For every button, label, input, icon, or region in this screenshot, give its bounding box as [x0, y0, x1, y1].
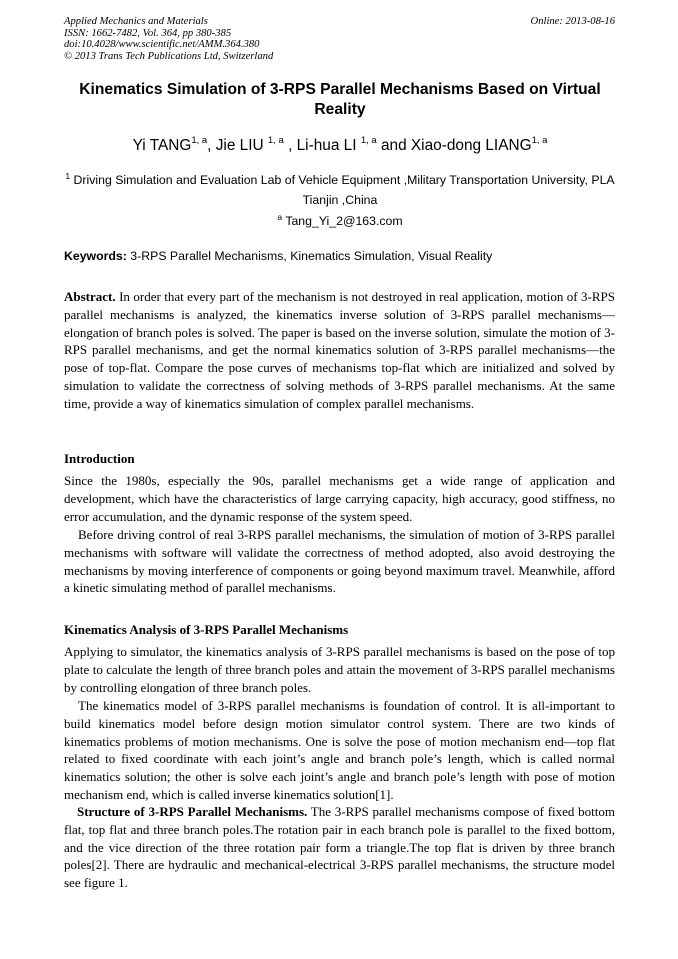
author-name: Jie LIU [215, 137, 264, 155]
abstract-label: Abstract. [64, 289, 116, 304]
author-name: Xiao-dong LIANG [410, 137, 532, 155]
author-affil-sup: 1, a [191, 135, 208, 146]
structure-paragraph [64, 803, 615, 892]
copyright-line: © 2013 Trans Tech Publications Ltd, Switzerland [64, 50, 274, 62]
online-date: Online: 2013-08-16 [530, 16, 615, 27]
intro-paragraph-1: Since the 1980s, especially the 90s, parallel mechanisms get a wide range of application and development, which have the characteristics of large carrying capacity, high accuracy, good stiffness, no error accumulation, and the dynamic response of the system speed. [64, 473, 615, 524]
abstract-text: In order that every part of the mechanism is not destroyed in real application, motion of 3-RPS parallel mechanisms is analyzed, the kinematics inverse solution of 3-RPS parallel mechanisms—elongation of branch poles is solved. The paper is based on the inverse solution, simulate the motion of 3-RPS parallel mechanisms, and get the normal kinematics solution of 3-RPS parallel mechanisms—the pose of top-flat. Compare the pose curves of mechanisms top-flat which are initialized and solved by simulation to validate the correctness of solving methods of 3-RPS parallel mechanisms. At the same time, provide a way of kinematics simulation of complex parallel mechanisms. [64, 289, 616, 411]
keywords-text: 3-RPS Parallel Mechanisms, Kinematics Simulation, Visual Reality [130, 249, 493, 263]
keywords-label: Keywords: [64, 249, 127, 263]
affiliation-sup: 1 [65, 171, 71, 181]
author-email [50, 209, 630, 229]
email-text: Tang_Yi_2@163.com [285, 214, 403, 229]
structure-label: Structure of 3-RPS Parallel Mechanisms. [77, 804, 308, 819]
author-name: Yi TANG [132, 137, 192, 155]
author-affil-sup: 1, a [360, 135, 377, 146]
kinematics-paragraph-1: Applying to simulator, the kinematics analysis of 3-RPS parallel mechanisms is based on the pose of top plate to calculate the length of three branch poles and attain the movement of 3-RPS parallel mechanisms by controlling elongation of three branch poles. [64, 644, 615, 695]
doi-line: doi:10.4028/www.scientific.net/AMM.364.380 [64, 39, 260, 51]
journal-header [64, 16, 615, 62]
structure-text: The 3-RPS parallel mechanisms compose of fixed bottom flat, top flat and three branch poles.The rotation pair in each branch pole is parallel to the fixed bottom, and the vice direction of the three rotation pair form a triangle.The top flat is driven by three branch poles[2]. There are hydraulic and mechanical-electrical 3-RPS parallel mechanisms, the structure model see figure 1. [64, 804, 615, 891]
keywords [64, 248, 624, 264]
intro-paragraph-2: Before driving control of real 3-RPS parallel mechanisms, the simulation of motion of 3-RPS parallel mechanisms with software will validate the correctness of method adopted, also avoid destroying the mechanisms by moving interference of components or going beyond maximum travel. Meanwhile, afford a kinetic simulating method of parallel mechanisms. [64, 527, 615, 596]
kinematics-paragraph-2: The kinematics model of 3-RPS parallel mechanisms is foundation of control. It is all-important to build kinematics model before design motion simulator control system. There are two kinds of kinematics problems of motion mechanisms. One is solve the pose of motion mechanism end—top flat related to fixed coordinate with each joint’s angle and branch pole’s length, which is called normal kinematics solution; the other is solve each joint’s angle and branch pole’s length with pose of motion mechanism end, which is called inverse kinematics solution[1]. [64, 698, 615, 802]
journal-name: Applied Mechanics and Materials [64, 16, 208, 27]
section-heading-introduction: Introduction [64, 451, 135, 466]
author-name: Li-hua LI [296, 137, 357, 155]
issn-line: ISSN: 1662-7482, Vol. 364, pp 380-385 [64, 27, 232, 39]
affiliation [50, 166, 630, 210]
abstract [64, 288, 615, 413]
author-affil-sup: 1, a [531, 135, 548, 146]
affiliation-text: Driving Simulation and Evaluation Lab of Vehicle Equipment ,Military Transportation University, PLA Tianjin ,China [73, 173, 615, 208]
author-affil-sup: 1, a [267, 135, 284, 146]
email-sup: a [277, 212, 283, 222]
paper-title: Kinematics Simulation of 3-RPS Parallel Mechanisms Based on Virtual Reality [79, 81, 601, 118]
section-heading-kinematics: Kinematics Analysis of 3-RPS Parallel Mechanisms [64, 622, 349, 637]
author-list: Yi TANG$^{1, a}$, Jie LIU $^{1, a}$ , Li-hua LI $^{1, a}$ and Xiao-dong LIANG$^{1, a}$ [132, 135, 548, 155]
